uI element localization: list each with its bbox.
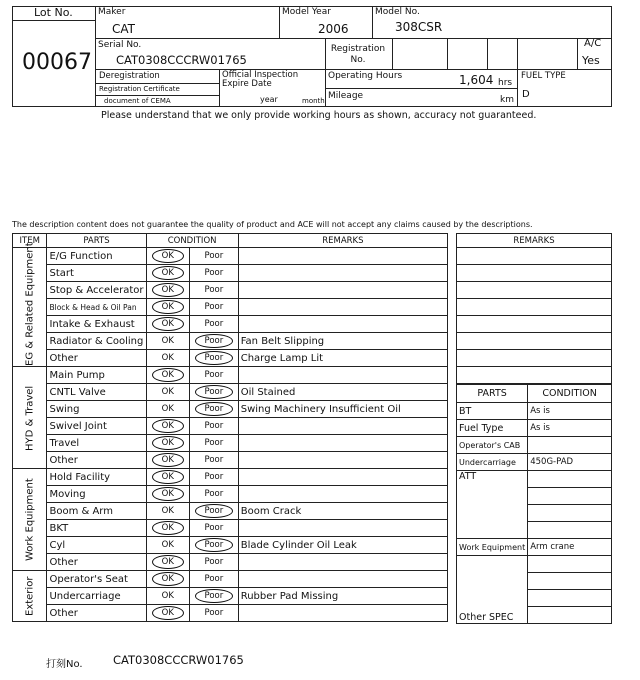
ok-cell[interactable]	[146, 537, 190, 554]
poor-cell[interactable]	[190, 503, 239, 520]
spec-parts-header: PARTS	[457, 385, 528, 403]
table-row	[13, 265, 448, 282]
poor-option[interactable]: Poor	[204, 370, 224, 380]
remark-cell	[238, 486, 447, 503]
table-row	[13, 282, 448, 299]
col-parts: PARTS	[47, 234, 146, 248]
poor-option[interactable]: Poor	[204, 557, 224, 567]
poor-cell[interactable]	[190, 384, 239, 401]
poor-cell[interactable]	[190, 435, 239, 452]
remark-cell	[238, 452, 447, 469]
poor-option[interactable]: Poor	[204, 319, 224, 329]
spec-part: BT	[457, 403, 528, 420]
poor-option[interactable]: Poor	[204, 268, 224, 278]
poor-option[interactable]: Poor	[204, 455, 224, 465]
ok-option[interactable]: OK	[152, 606, 184, 620]
remark-cell: Boom Crack	[238, 503, 447, 520]
ok-cell[interactable]	[146, 588, 190, 605]
spec-part: ATT	[457, 471, 528, 539]
poor-option[interactable]: Poor	[204, 302, 224, 312]
poor-cell[interactable]	[190, 486, 239, 503]
spec-condition: As is	[528, 420, 612, 437]
operating-hours-value: 1,604	[459, 73, 494, 87]
stamp-no-value: CAT0308CCCRW01765	[113, 653, 244, 667]
ok-cell[interactable]	[146, 469, 190, 486]
table-row	[13, 588, 448, 605]
remark-cell	[238, 554, 447, 571]
remarks-table	[456, 233, 612, 384]
stamp-no-label: 打刻No.	[46, 659, 83, 670]
ok-option[interactable]: OK	[161, 353, 174, 363]
remark-cell: Blade Cylinder Oil Leak	[238, 537, 447, 554]
spec-condition: 450G-PAD	[528, 454, 612, 471]
remark-cell	[238, 605, 447, 622]
ok-option[interactable]: OK	[152, 419, 184, 433]
maker-value: CAT	[112, 22, 135, 36]
ok-option[interactable]: OK	[161, 336, 174, 346]
ok-cell[interactable]	[146, 571, 190, 588]
ok-cell[interactable]	[146, 350, 190, 367]
remarks-header: REMARKS	[457, 234, 612, 248]
table-row	[13, 486, 448, 503]
lot-number: 00067	[22, 50, 92, 75]
table-row	[13, 554, 448, 571]
category-label: EG & Related Equipment	[13, 248, 47, 367]
poor-cell[interactable]	[190, 469, 239, 486]
reg-cert-label: Registration Certificate	[99, 85, 180, 93]
part-name: Block & Head & Oil Pan	[47, 299, 146, 316]
part-name: Travel	[47, 435, 146, 452]
ok-option[interactable]: OK	[152, 470, 184, 484]
spec-part: Fuel Type	[457, 420, 528, 437]
poor-cell[interactable]	[190, 299, 239, 316]
ok-option[interactable]: OK	[152, 453, 184, 467]
part-name: Operator's Seat	[47, 571, 146, 588]
remarks-row	[457, 333, 612, 350]
remark-cell	[238, 418, 447, 435]
poor-option[interactable]: Poor	[195, 402, 234, 416]
operating-hours-label: Operating Hours	[328, 71, 403, 81]
table-row	[13, 605, 448, 622]
remark-cell: Charge Lamp Lit	[238, 350, 447, 367]
part-name: Radiator & Cooling	[47, 333, 146, 350]
spec-part: Operator's CAB	[457, 437, 528, 454]
col-condition: CONDITION	[146, 234, 238, 248]
spec-row	[457, 420, 612, 437]
category-label: Work Equipment	[13, 469, 47, 571]
table-row	[13, 520, 448, 537]
poor-option[interactable]: Poor	[204, 285, 224, 295]
part-name: Other	[47, 452, 146, 469]
poor-cell[interactable]	[190, 554, 239, 571]
part-name: BKT	[47, 520, 146, 537]
remarks-blank-cell	[457, 316, 612, 333]
model-no-label: Model No.	[375, 7, 420, 17]
category-label: HYD & Travel	[13, 367, 47, 469]
part-name: E/G Function	[47, 248, 146, 265]
table-row	[13, 401, 448, 418]
ok-cell[interactable]	[146, 333, 190, 350]
col-item: ITEM	[13, 234, 47, 248]
poor-option[interactable]: Poor	[195, 538, 234, 552]
poor-cell[interactable]	[190, 265, 239, 282]
part-name: Hold Facility	[47, 469, 146, 486]
part-name: Start	[47, 265, 146, 282]
ok-cell[interactable]	[146, 503, 190, 520]
poor-cell[interactable]	[190, 367, 239, 384]
poor-cell[interactable]	[190, 537, 239, 554]
spec-part: Other SPEC	[457, 556, 528, 624]
ok-option[interactable]: OK	[152, 436, 184, 450]
ok-cell[interactable]	[146, 316, 190, 333]
registration-label: Registration No.	[330, 44, 386, 65]
poor-option[interactable]: Poor	[204, 438, 224, 448]
spec-row	[457, 454, 612, 471]
table-row	[13, 469, 448, 486]
ok-option[interactable]: OK	[161, 540, 174, 550]
poor-cell[interactable]	[190, 588, 239, 605]
remarks-row	[457, 265, 612, 282]
part-name: Other	[47, 605, 146, 622]
spec-row	[457, 403, 612, 420]
ok-option[interactable]: OK	[152, 487, 184, 501]
poor-option[interactable]: Poor	[195, 589, 234, 603]
remarks-blank-cell	[457, 265, 612, 282]
ok-option[interactable]: OK	[152, 521, 184, 535]
model-no-value: 308CSR	[395, 20, 443, 34]
part-name: Other	[47, 350, 146, 367]
poor-option[interactable]: Poor	[195, 504, 234, 518]
remarks-row	[457, 299, 612, 316]
poor-option[interactable]: Poor	[204, 472, 224, 482]
ok-cell[interactable]	[146, 265, 190, 282]
month-label: month	[302, 97, 325, 105]
poor-cell[interactable]	[190, 248, 239, 265]
poor-cell[interactable]	[190, 350, 239, 367]
ok-option[interactable]: OK	[152, 555, 184, 569]
remark-cell	[238, 469, 447, 486]
ok-option[interactable]: OK	[152, 283, 184, 297]
mileage-label: Mileage	[328, 91, 364, 101]
remarks-blank-cell	[457, 350, 612, 367]
category-label: Exterior	[13, 571, 47, 622]
spec-row	[457, 437, 612, 454]
remark-cell	[238, 520, 447, 537]
ok-cell[interactable]	[146, 554, 190, 571]
ok-cell[interactable]	[146, 418, 190, 435]
ok-option[interactable]: OK	[152, 249, 184, 263]
fuel-type-value: D	[522, 89, 530, 100]
ok-cell[interactable]	[146, 605, 190, 622]
ok-option[interactable]: OK	[161, 506, 174, 516]
remark-cell	[238, 299, 447, 316]
poor-cell[interactable]	[190, 520, 239, 537]
ok-option[interactable]: OK	[161, 591, 174, 601]
part-name: Cyl	[47, 537, 146, 554]
col-remarks: REMARKS	[238, 234, 447, 248]
remark-cell	[238, 265, 447, 282]
hours-notice: Please understand that we only provide working hours as shown, accuracy not guaranteed.	[101, 110, 537, 121]
deregistration-label: Deregistration	[99, 71, 160, 81]
remarks-blank-cell	[457, 282, 612, 299]
remarks-blank-cell	[457, 367, 612, 384]
table-row	[13, 350, 448, 367]
cema-label: document of CEMA	[104, 97, 171, 105]
spec-condition	[528, 437, 612, 454]
remark-cell: Oil Stained	[238, 384, 447, 401]
description-notice: The description content does not guarantee the quality of product and ACE will not accept any claims caused by the descriptions.	[12, 220, 533, 229]
ok-option[interactable]: OK	[161, 404, 174, 414]
year-label: year	[260, 95, 278, 104]
remarks-row	[457, 367, 612, 384]
poor-option[interactable]: Poor	[195, 385, 234, 399]
fuel-type-label: FUEL TYPE	[521, 71, 566, 81]
ok-cell[interactable]	[146, 248, 190, 265]
spec-condition-header: CONDITION	[528, 385, 612, 403]
spec-condition	[528, 471, 612, 539]
remarks-row	[457, 282, 612, 299]
poor-cell[interactable]	[190, 605, 239, 622]
spec-row	[457, 539, 612, 556]
table-row	[13, 316, 448, 333]
km-label: km	[500, 95, 514, 105]
part-name: Boom & Arm	[47, 503, 146, 520]
poor-option[interactable]: Poor	[204, 523, 224, 533]
poor-cell[interactable]	[190, 418, 239, 435]
table-row	[13, 384, 448, 401]
ok-cell[interactable]	[146, 435, 190, 452]
ok-cell[interactable]	[146, 282, 190, 299]
table-row	[13, 367, 448, 384]
table-row	[13, 248, 448, 265]
ac-label: A/C	[584, 38, 602, 49]
ok-cell[interactable]	[146, 299, 190, 316]
spec-part: Undercarriage	[457, 454, 528, 471]
poor-cell[interactable]	[190, 401, 239, 418]
table-row	[13, 435, 448, 452]
table-row	[13, 503, 448, 520]
remark-cell	[238, 316, 447, 333]
table-row	[13, 537, 448, 554]
serial-value: CAT0308CCCRW01765	[116, 53, 247, 67]
spec-row	[457, 556, 612, 624]
poor-option[interactable]: Poor	[195, 334, 234, 348]
remarks-row	[457, 248, 612, 265]
ok-cell[interactable]	[146, 367, 190, 384]
part-name: Moving	[47, 486, 146, 503]
poor-cell[interactable]	[190, 316, 239, 333]
table-row	[13, 333, 448, 350]
spec-part: Work Equipment	[457, 539, 528, 556]
ok-cell[interactable]	[146, 401, 190, 418]
remark-cell	[238, 571, 447, 588]
table-row	[13, 571, 448, 588]
ok-option[interactable]: OK	[152, 266, 184, 280]
remark-cell	[238, 248, 447, 265]
ok-option[interactable]: OK	[152, 300, 184, 314]
remark-cell	[238, 282, 447, 299]
ok-cell[interactable]	[146, 384, 190, 401]
part-name: Swing	[47, 401, 146, 418]
hrs-label: hrs	[498, 78, 513, 88]
spec-table	[456, 384, 612, 624]
remark-cell: Swing Machinery Insufficient Oil	[238, 401, 447, 418]
ok-option[interactable]: OK	[152, 317, 184, 331]
lot-label: Lot No.	[34, 6, 73, 19]
ok-cell[interactable]	[146, 520, 190, 537]
remarks-row	[457, 316, 612, 333]
ok-cell[interactable]	[146, 486, 190, 503]
ok-option[interactable]: OK	[152, 368, 184, 382]
model-year-value: 2006	[318, 22, 349, 36]
spec-condition: As is	[528, 403, 612, 420]
ac-value: Yes	[582, 54, 600, 67]
part-name: Undercarriage	[47, 588, 146, 605]
model-year-label: Model Year	[282, 7, 331, 17]
spec-condition	[528, 556, 612, 624]
part-name: Stop & Accelerator	[47, 282, 146, 299]
table-row	[13, 452, 448, 469]
part-name: Intake & Exhaust	[47, 316, 146, 333]
spec-row	[457, 471, 612, 539]
poor-option[interactable]: Poor	[204, 608, 224, 618]
serial-label: Serial No.	[98, 40, 142, 50]
remark-cell: Rubber Pad Missing	[238, 588, 447, 605]
poor-cell[interactable]	[190, 571, 239, 588]
table-row	[13, 299, 448, 316]
spec-condition: Arm crane	[528, 539, 612, 556]
part-name: Swivel Joint	[47, 418, 146, 435]
part-name: Other	[47, 554, 146, 571]
header-block	[12, 6, 612, 107]
remarks-blank-cell	[457, 248, 612, 265]
poor-option[interactable]: Poor	[204, 489, 224, 499]
poor-option[interactable]: Poor	[204, 421, 224, 431]
remark-cell	[238, 435, 447, 452]
ok-option[interactable]: OK	[152, 572, 184, 586]
ok-option[interactable]: OK	[161, 387, 174, 397]
remark-cell: Fan Belt Slipping	[238, 333, 447, 350]
maker-label: Maker	[98, 7, 126, 17]
inspection-table	[12, 233, 448, 622]
remarks-row	[457, 350, 612, 367]
part-name: Main Pump	[47, 367, 146, 384]
table-row	[13, 418, 448, 435]
remarks-blank-cell	[457, 299, 612, 316]
ok-cell[interactable]	[146, 452, 190, 469]
poor-cell[interactable]	[190, 282, 239, 299]
remarks-blank-cell	[457, 333, 612, 350]
poor-cell[interactable]	[190, 333, 239, 350]
inspection-label: Official Inspection Expire Date	[222, 70, 299, 89]
poor-option[interactable]: Poor	[195, 351, 234, 365]
poor-option[interactable]: Poor	[204, 251, 224, 261]
part-name: CNTL Valve	[47, 384, 146, 401]
poor-cell[interactable]	[190, 452, 239, 469]
poor-option[interactable]: Poor	[204, 574, 224, 584]
remark-cell	[238, 367, 447, 384]
